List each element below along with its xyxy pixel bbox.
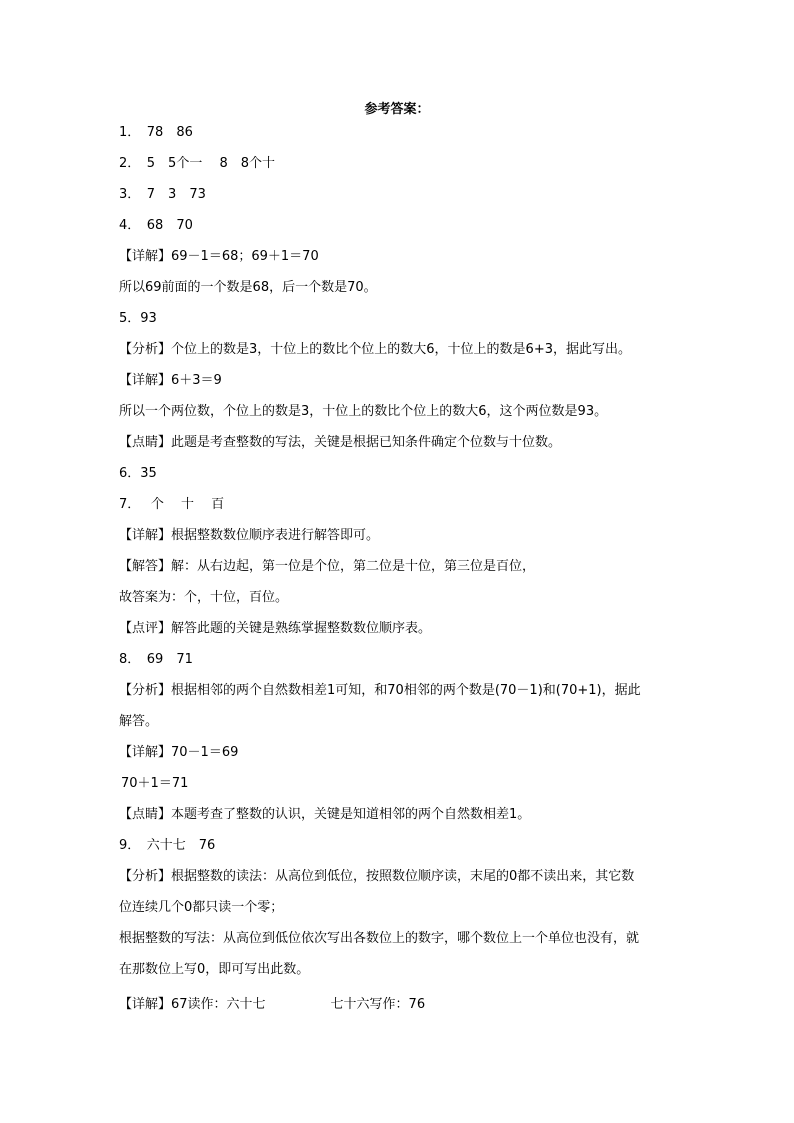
answer-line: 故答案为：个，十位，百位。 xyxy=(119,590,289,605)
page-title: 参考答案： xyxy=(364,102,430,117)
answer-line: 所以69前面的一个数是68，后一个数是70。 xyxy=(119,280,377,295)
answer-line: 所以一个两位数，个位上的数是3，十位上的数比个位上的数大6，这个两位数是93。 xyxy=(119,404,608,419)
answer-line: 解答。 xyxy=(119,714,159,729)
answer-line: 【详解】69－1＝68；69＋1＝70 xyxy=(119,249,319,264)
answer-line: 在那数位上写0，即可写出此数。 xyxy=(119,962,310,977)
answer-line: 1． 78 86 xyxy=(119,125,193,140)
answer-line: 【点睛】本题考查了整数的认识，关键是知道相邻的两个自然数相差1。 xyxy=(119,807,531,822)
answer-line: 8． 69 71 xyxy=(119,652,193,667)
answer-line: 【详解】根据整数数位顺序表进行解答即可。 xyxy=(119,528,380,543)
answer-line: 【详解】6＋3＝9 xyxy=(119,373,222,388)
answer-line: 70＋1＝71 xyxy=(121,776,189,791)
answer-line: 位连续几个0都只读一个零； xyxy=(119,900,284,915)
answer-line: 根据整数的写法：从高位到低位依次写出各数位上的数字，哪个数位上一个单位也没有，就 xyxy=(119,931,640,946)
answer-line: 4． 68 70 xyxy=(119,218,193,233)
answer-line: 【详解】67读作：六十七 七十六写作：76 xyxy=(119,997,426,1012)
answer-line: 5．93 xyxy=(119,311,157,326)
answer-line: 7． 个 十 百 xyxy=(119,497,225,512)
answer-line: 【分析】根据整数的读法：从高位到低位，按照数位顺序读，末尾的0都不读出来，其它数 xyxy=(119,869,635,884)
answer-line: 3． 7 3 73 xyxy=(119,187,206,202)
answer-line: 9． 六十七 76 xyxy=(119,838,216,853)
answer-line: 【点评】解答此题的关键是熟练掌握整数数位顺序表。 xyxy=(119,621,432,636)
answer-line: 6．35 xyxy=(119,466,157,481)
answer-line: 2． 5 5个一 8 8个十 xyxy=(119,156,275,171)
answer-line: 【分析】个位上的数是3，十位上的数比个位上的数大6，十位上的数是6+3，据此写出。 xyxy=(119,342,631,357)
answer-line: 【分析】根据相邻的两个自然数相差1可知，和70相邻的两个数是(70－1)和(70+1)，据此 xyxy=(119,683,641,698)
answer-line: 【点睛】此题是考查整数的写法，关键是根据已知条件确定个位数与十位数。 xyxy=(119,435,562,450)
answer-line: 【解答】解：从右边起，第一位是个位，第二位是十位，第三位是百位， xyxy=(119,559,536,574)
answer-line: 【详解】70－1＝69 xyxy=(119,745,239,760)
